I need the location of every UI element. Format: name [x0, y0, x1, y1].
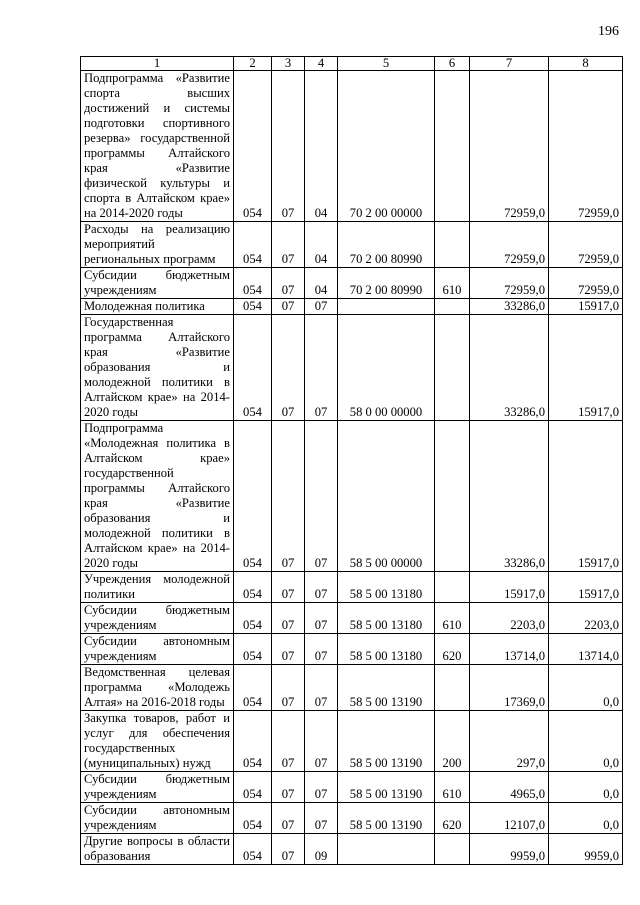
header-cell: 5	[338, 57, 435, 71]
row-amount-2-cell: 72959,0	[549, 71, 623, 222]
row-subsection-cell: 07	[305, 603, 338, 634]
row-subsection-cell: 04	[305, 71, 338, 222]
row-section-cell: 07	[272, 834, 305, 865]
row-amount-1-cell: 4965,0	[470, 772, 549, 803]
row-amount-1-cell: 15917,0	[470, 572, 549, 603]
table-row	[81, 299, 623, 315]
row-name-cell: Государственная программа Алтайского края «Развитие образования и молодежной политики в Алтайском крае» на 2014-2020 годы	[81, 315, 234, 421]
row-amount-2-cell: 15917,0	[549, 299, 623, 315]
table-row	[81, 421, 623, 572]
row-subsection-cell: 04	[305, 222, 338, 268]
row-section-cell: 07	[272, 772, 305, 803]
row-amount-2-cell: 72959,0	[549, 268, 623, 299]
header-cell: 2	[234, 57, 272, 71]
row-target-article-cell: 58 5 00 13180	[338, 634, 435, 665]
row-code-cell: 054	[234, 803, 272, 834]
page-number: 196	[598, 24, 619, 39]
header-row	[81, 57, 623, 71]
row-code-cell: 054	[234, 268, 272, 299]
row-section-cell: 07	[272, 222, 305, 268]
row-amount-1-cell: 297,0	[470, 711, 549, 772]
table-row	[81, 222, 623, 268]
row-section-cell: 07	[272, 268, 305, 299]
row-amount-1-cell: 33286,0	[470, 421, 549, 572]
row-name-cell: Субсидии автономным учреждениям	[81, 634, 234, 665]
table-row	[81, 315, 623, 421]
row-amount-2-cell: 0,0	[549, 772, 623, 803]
row-expense-type-cell: 610	[435, 772, 470, 803]
row-amount-2-cell: 13714,0	[549, 634, 623, 665]
row-subsection-cell: 09	[305, 834, 338, 865]
row-section-cell: 07	[272, 665, 305, 711]
table-row	[81, 603, 623, 634]
table-row	[81, 634, 623, 665]
row-expense-type-cell	[435, 421, 470, 572]
row-subsection-cell: 07	[305, 665, 338, 711]
row-name-cell: Субсидии бюджетным учреждениям	[81, 772, 234, 803]
row-amount-2-cell: 0,0	[549, 665, 623, 711]
row-amount-1-cell: 13714,0	[470, 634, 549, 665]
row-amount-1-cell: 12107,0	[470, 803, 549, 834]
row-subsection-cell: 07	[305, 421, 338, 572]
row-amount-1-cell: 72959,0	[470, 268, 549, 299]
row-code-cell: 054	[234, 222, 272, 268]
row-target-article-cell: 58 5 00 13180	[338, 603, 435, 634]
row-section-cell: 07	[272, 603, 305, 634]
table-row	[81, 71, 623, 222]
table-row	[81, 665, 623, 711]
row-amount-1-cell: 9959,0	[470, 834, 549, 865]
row-name-cell: Подпрограмма «Развитие спорта высших достижений и системы подготовки спортивного резерва» государственной программы Алтайского края «Развитие физической культуры и спорта в Алтайском крае» на 2014-2020 годы	[81, 71, 234, 222]
row-subsection-cell: 07	[305, 711, 338, 772]
row-code-cell: 054	[234, 772, 272, 803]
row-amount-2-cell: 72959,0	[549, 222, 623, 268]
row-code-cell: 054	[234, 711, 272, 772]
header-cell: 3	[272, 57, 305, 71]
row-name-cell: Расходы на реализацию мероприятий региональных программ	[81, 222, 234, 268]
row-expense-type-cell: 200	[435, 711, 470, 772]
row-name-cell: Молодежная политика	[81, 299, 234, 315]
table-row	[81, 772, 623, 803]
row-target-article-cell: 58 5 00 13190	[338, 772, 435, 803]
row-amount-2-cell: 0,0	[549, 803, 623, 834]
row-subsection-cell: 07	[305, 315, 338, 421]
row-expense-type-cell	[435, 834, 470, 865]
row-amount-1-cell: 17369,0	[470, 665, 549, 711]
row-amount-1-cell: 33286,0	[470, 315, 549, 421]
row-expense-type-cell	[435, 665, 470, 711]
row-subsection-cell: 07	[305, 572, 338, 603]
row-name-cell: Подпрограмма «Молодежная политика в Алтайском крае» государственной программы Алтайского края «Развитие образования и молодежной политики в Алтайском крае» на 2014-2020 годы	[81, 421, 234, 572]
row-amount-1-cell: 33286,0	[470, 299, 549, 315]
row-target-article-cell: 58 5 00 13190	[338, 711, 435, 772]
row-name-cell: Закупка товаров, работ и услуг для обеспечения государственных (муниципальных) нужд	[81, 711, 234, 772]
row-subsection-cell: 07	[305, 772, 338, 803]
row-section-cell: 07	[272, 299, 305, 315]
row-subsection-cell: 04	[305, 268, 338, 299]
row-code-cell: 054	[234, 299, 272, 315]
row-amount-2-cell: 9959,0	[549, 834, 623, 865]
row-amount-2-cell: 0,0	[549, 711, 623, 772]
budget-table	[80, 56, 623, 865]
row-name-cell: Ведомственная целевая программа «Молодежь Алтая» на 2016-2018 годы	[81, 665, 234, 711]
row-amount-2-cell: 2203,0	[549, 603, 623, 634]
row-name-cell: Субсидии бюджетным учреждениям	[81, 268, 234, 299]
table-row	[81, 834, 623, 865]
header-cell: 1	[81, 57, 234, 71]
row-expense-type-cell	[435, 71, 470, 222]
row-section-cell: 07	[272, 71, 305, 222]
row-expense-type-cell	[435, 572, 470, 603]
row-target-article-cell: 70 2 00 80990	[338, 222, 435, 268]
row-name-cell: Субсидии бюджетным учреждениям	[81, 603, 234, 634]
row-expense-type-cell: 610	[435, 268, 470, 299]
row-amount-2-cell: 15917,0	[549, 315, 623, 421]
row-section-cell: 07	[272, 315, 305, 421]
row-expense-type-cell	[435, 315, 470, 421]
row-subsection-cell: 07	[305, 634, 338, 665]
row-code-cell: 054	[234, 71, 272, 222]
row-section-cell: 07	[272, 711, 305, 772]
row-target-article-cell: 58 5 00 13190	[338, 665, 435, 711]
header-cell: 8	[549, 57, 623, 71]
row-expense-type-cell: 620	[435, 634, 470, 665]
row-code-cell: 054	[234, 315, 272, 421]
row-name-cell: Субсидии автономным учреждениям	[81, 803, 234, 834]
row-target-article-cell: 58 5 00 13180	[338, 572, 435, 603]
header-cell: 6	[435, 57, 470, 71]
table-row	[81, 803, 623, 834]
row-amount-1-cell: 72959,0	[470, 71, 549, 222]
row-amount-1-cell: 72959,0	[470, 222, 549, 268]
row-target-article-cell: 70 2 00 00000	[338, 71, 435, 222]
row-expense-type-cell: 610	[435, 603, 470, 634]
row-section-cell: 07	[272, 421, 305, 572]
row-code-cell: 054	[234, 421, 272, 572]
row-expense-type-cell	[435, 299, 470, 315]
row-name-cell: Учреждения молодежной политики	[81, 572, 234, 603]
row-code-cell: 054	[234, 834, 272, 865]
row-expense-type-cell: 620	[435, 803, 470, 834]
row-target-article-cell: 58 5 00 00000	[338, 421, 435, 572]
row-code-cell: 054	[234, 634, 272, 665]
header-cell: 4	[305, 57, 338, 71]
table-row	[81, 711, 623, 772]
row-target-article-cell	[338, 834, 435, 865]
row-name-cell: Другие вопросы в области образования	[81, 834, 234, 865]
table-row	[81, 572, 623, 603]
row-amount-2-cell: 15917,0	[549, 572, 623, 603]
row-subsection-cell: 07	[305, 299, 338, 315]
row-target-article-cell: 70 2 00 80990	[338, 268, 435, 299]
table-row	[81, 268, 623, 299]
row-target-article-cell: 58 5 00 13190	[338, 803, 435, 834]
row-code-cell: 054	[234, 603, 272, 634]
row-amount-1-cell: 2203,0	[470, 603, 549, 634]
row-section-cell: 07	[272, 634, 305, 665]
row-code-cell: 054	[234, 572, 272, 603]
row-code-cell: 054	[234, 665, 272, 711]
row-section-cell: 07	[272, 572, 305, 603]
row-amount-2-cell: 15917,0	[549, 421, 623, 572]
table-body	[81, 71, 623, 865]
header-cell: 7	[470, 57, 549, 71]
row-target-article-cell: 58 0 00 00000	[338, 315, 435, 421]
row-target-article-cell	[338, 299, 435, 315]
row-subsection-cell: 07	[305, 803, 338, 834]
row-expense-type-cell	[435, 222, 470, 268]
row-section-cell: 07	[272, 803, 305, 834]
